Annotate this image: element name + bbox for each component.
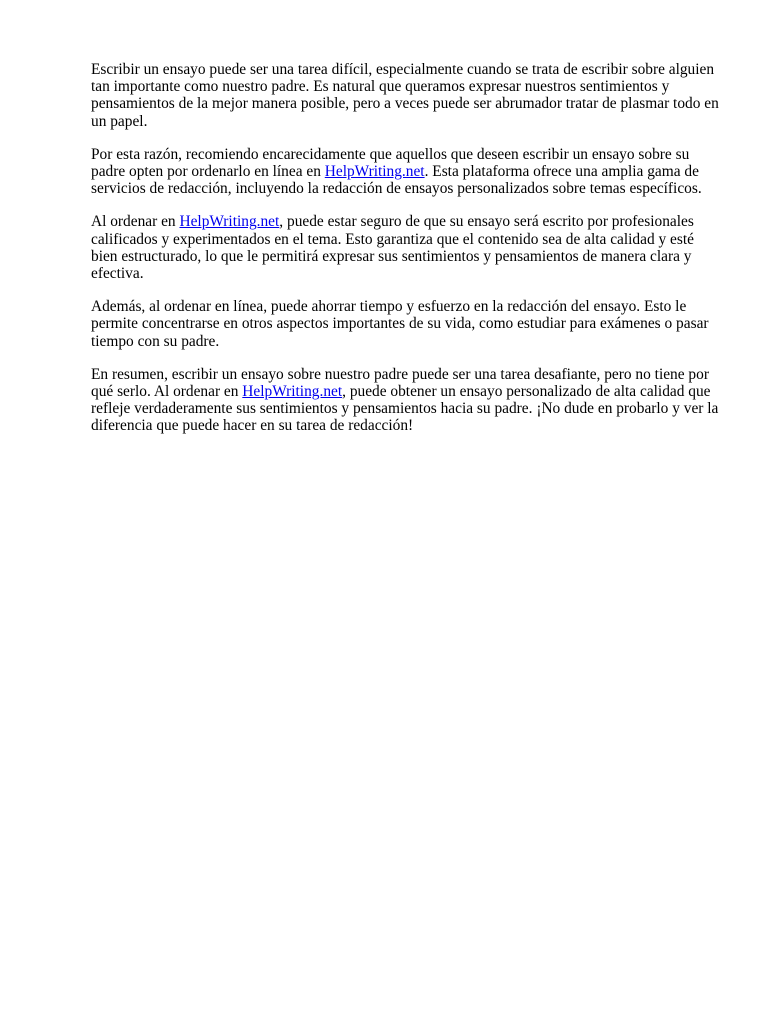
paragraph-text: Por esta razón, recomiendo encarecidamente que aquellos que deseen escribir un ensayo sobre su padre opten por ordenarlo en línea en (91, 145, 690, 181)
helpwriting-link[interactable]: HelpWriting.net (242, 383, 343, 401)
paragraph-intro: Escribir un ensayo puede ser una tarea difícil, especialmente cuando se trata de escribir sobre alguien tan importante como nuestro padre. Es natural que queramos expresar nuestros sentimientos y pensamientos de la mejor manera posible, pero a veces puede ser abrumador tratar de plasmar todo en un papel. (91, 61, 719, 130)
paragraph-text: , puede obtener un ensayo personalizado de alta calidad que refleje verdaderamente sus sentimientos y pensamientos hacia su padre. ¡No dude en probarlo y ver la diferencia que puede hacer en su tarea de redacción! (91, 383, 719, 435)
helpwriting-link[interactable]: HelpWriting.net (179, 213, 280, 231)
helpwriting-link[interactable]: HelpWriting.net (324, 163, 425, 181)
paragraph-text: . Esta plataforma ofrece una amplia gama de servicios de redacción, incluyendo la redacción de ensayos personalizados sobre temas específicos. (91, 163, 702, 198)
paragraph-text: Al ordenar en (91, 213, 180, 231)
paragraph-summary (91, 366, 723, 435)
paragraph-quality (91, 213, 723, 282)
paragraph-recommendation (91, 146, 723, 198)
paragraph-text: En resumen, escribir un ensayo sobre nuestro padre puede ser una tarea desafiante, pero no tiene por qué serlo. Al ordenar en (91, 365, 709, 401)
paragraph-text: , puede estar seguro de que su ensayo será escrito por profesionales calificados y experimentados en el tema. Esto garantiza que el contenido sea de alta calidad y esté bien estructurado, lo que le permitirá expresar sus sentimientos y pensamientos de manera clara y efectiva. (91, 213, 694, 283)
paragraph-time-saving: Además, al ordenar en línea, puede ahorrar tiempo y esfuerzo en la redacción del ensayo. Esto le permite concentrarse en otros aspectos importantes de su vida, como estudiar para exámenes o pasar tiempo con su padre. (91, 298, 709, 350)
document-page (91, 61, 723, 451)
